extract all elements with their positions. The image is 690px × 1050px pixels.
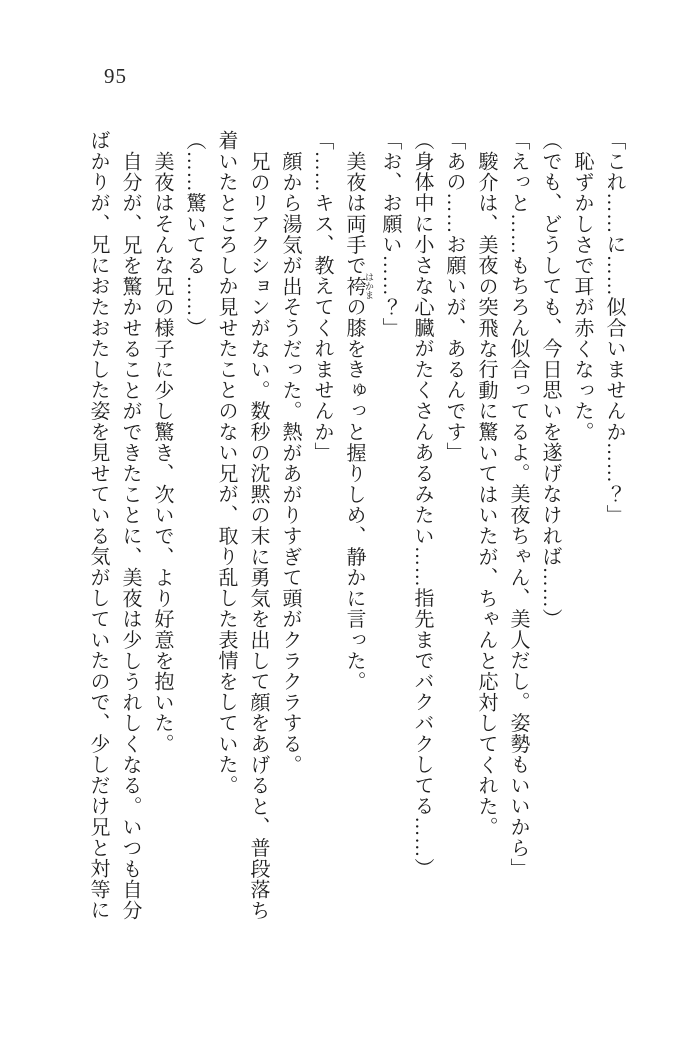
text-column-3: （でも、どうしても、今日思いを遂げなければ……）	[539, 130, 561, 630]
text-column-5: 駿介は、美夜の突飛な行動に驚いてはいたが、ちゃんと応対してくれた。	[475, 151, 497, 838]
text-block	[82, 130, 630, 970]
text-column-10: 「……キス、教えてくれませんか」	[311, 130, 333, 463]
text-column-15: 美夜はそんな兄の様子に少し驚き、次いで、より好意を抱いた。	[151, 151, 173, 755]
text-column-16: 自分が、兄を驚かせることができたことに、美夜は少しうれしくなる。いつも自分	[119, 151, 141, 921]
text-column-8: 「お、お願い……？」	[379, 130, 401, 338]
text-column-7: （身体中に小さな心臓がたくさんあるみたい……指先までバクバクしてる……）	[411, 130, 433, 879]
text-column-6: 「あの……お願いが、あるんです」	[443, 130, 465, 463]
page-number: 95	[104, 64, 127, 88]
text-column-12: 兄のリアクションがない。数秒の沈黙の末に勇気を出して顔をあげると、普段落ち	[247, 151, 269, 921]
text-column-13: 着いたところしか見せたことのない兄が、取り乱した表情をしていた。	[215, 130, 237, 796]
ruby-annotated-word: 袴 はかま	[343, 272, 374, 300]
text-column-14: （……驚いてる……）	[183, 130, 205, 338]
text-column-9: 美夜は両手で袴 はかまの膝をきゅっと握りしめ、静かに言った。	[343, 151, 374, 692]
text-column-2: 恥ずかしさで耳が赤くなった。	[571, 151, 593, 443]
text-column-11: 顔から湯気が出そうだった。熱があがりすぎて頭がクラクラする。	[279, 151, 301, 775]
text-column-1: 「これ……に……似合いませんか……？」	[603, 130, 625, 526]
text-column-17: ばかりが、兄におたおたした姿を見せている気がしていたので、少しだけ兄と対等に	[87, 130, 109, 921]
text-column-4: 「えっと……もちろん似合ってるよ。美夜ちゃん、美人だし。姿勢もいいから」	[507, 130, 529, 879]
